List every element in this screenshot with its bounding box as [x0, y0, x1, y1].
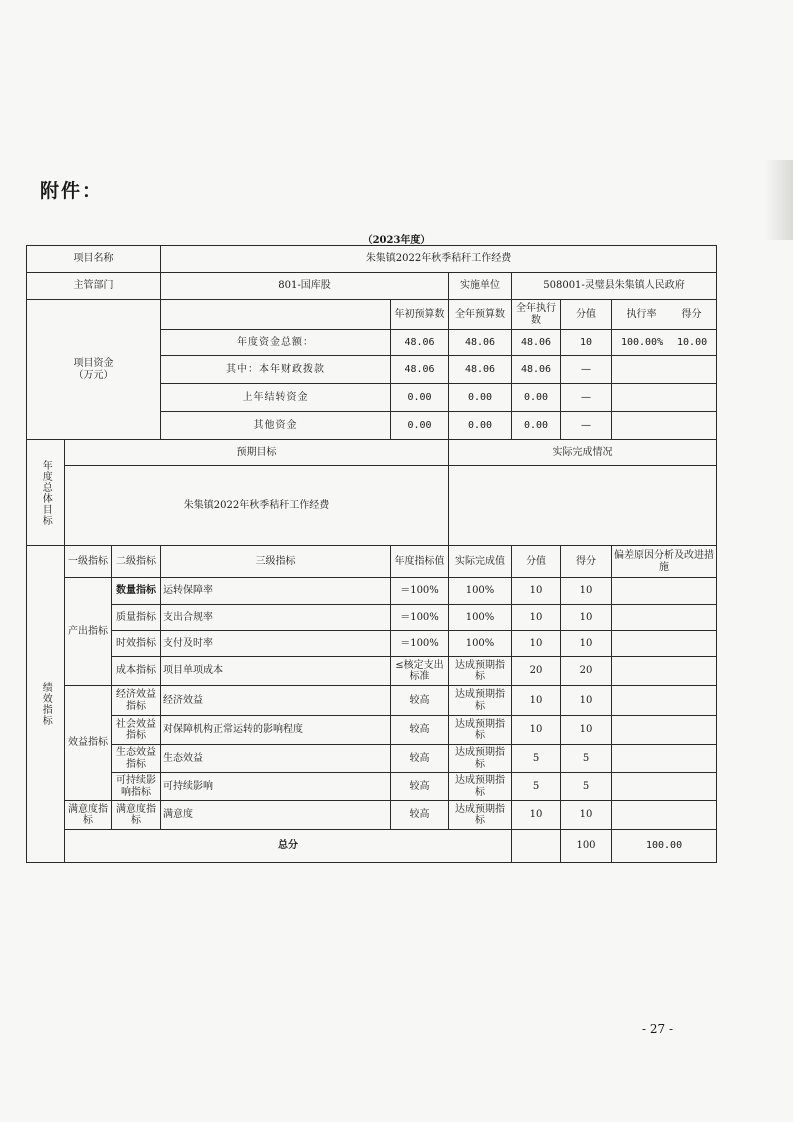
funds-budget: 48.06 [449, 356, 512, 384]
funds-row-label: 年度资金总额： [161, 330, 391, 356]
level3-cell: 支付及时率 [161, 631, 391, 657]
funds-plan: 48.06 [391, 356, 449, 384]
col-header-rate-and-score [612, 300, 717, 330]
target-cell: 较高 [391, 745, 449, 773]
funds-weight: — [561, 412, 612, 440]
funds-weight: 10 [561, 330, 612, 356]
header-level1: 一级指标 [65, 546, 112, 578]
score-cell: 10 [561, 801, 612, 830]
note-cell [612, 716, 717, 745]
target-cell: 较高 [391, 686, 449, 716]
funds-section-text: 项目资金 （万元） [73, 358, 114, 381]
performance-section-text: 绩效指标 [40, 682, 52, 726]
col-header-plan: 年初预算数 [391, 300, 449, 330]
level3-cell: 项目单项成本 [161, 657, 391, 686]
weight-cell: 10 [512, 605, 561, 631]
actual-header: 实际完成情况 [449, 440, 717, 466]
header-target: 年度指标值 [391, 546, 449, 578]
weight-cell: 10 [512, 716, 561, 745]
level3-cell: 经济效益 [161, 686, 391, 716]
actual-cell: 达成预期指标 [449, 686, 512, 716]
dept-label: 主管部门 [27, 273, 161, 300]
level3-cell: 运转保障率 [161, 578, 391, 605]
score-cell: 10 [561, 716, 612, 745]
level2-cell: 数量指标 [112, 578, 161, 605]
funds-budget: 48.06 [449, 330, 512, 356]
funds-blank-header [161, 300, 391, 330]
note-cell [612, 657, 717, 686]
note-cell [612, 631, 717, 657]
total-label: 总分 [65, 830, 512, 863]
funds-rate-score [612, 384, 717, 412]
weight-cell: 5 [512, 773, 561, 801]
expected-text: 朱集镇2022年秋季秸秆工作经费 [65, 466, 449, 546]
actual-cell: 100% [449, 578, 512, 605]
goals-section-text: 年度总体目标 [40, 459, 52, 526]
level2-cell: 可持续影响指标 [112, 773, 161, 801]
level2-cell: 成本指标 [112, 657, 161, 686]
weight-cell: 10 [512, 686, 561, 716]
score-cell: 5 [561, 745, 612, 773]
total-weight: 100 [561, 830, 612, 863]
score-cell: 10 [561, 686, 612, 716]
funds-rate-score [612, 412, 717, 440]
funds-row-label: 上年结转资金 [161, 384, 391, 412]
funds-weight: — [561, 356, 612, 384]
target-cell: ＝100% [391, 631, 449, 657]
target-cell: 较高 [391, 716, 449, 745]
actual-cell: 达成预期指标 [449, 801, 512, 830]
level3-cell: 对保障机构正常运转的影响程度 [161, 716, 391, 745]
level2-cell: 时效指标 [112, 631, 161, 657]
actual-cell: 达成预期指标 [449, 745, 512, 773]
expected-header: 预期目标 [65, 440, 449, 466]
funds-plan: 0.00 [391, 384, 449, 412]
level1-benefit: 效益指标 [65, 686, 112, 801]
note-cell [612, 773, 717, 801]
performance-table [26, 245, 717, 863]
note-cell [612, 605, 717, 631]
weight-cell: 20 [512, 657, 561, 686]
col-header-exec: 全年执行数 [512, 300, 561, 330]
col-header-weight: 分值 [561, 300, 612, 330]
col-header-score: 得分 [681, 308, 702, 320]
level1-satisfaction: 满意度指标 [65, 801, 112, 830]
col-header-rate: 执行率 [626, 308, 657, 320]
header-level2: 二级指标 [112, 546, 161, 578]
year-caption: （2023年度） [362, 235, 431, 246]
level3-cell: 支出合规率 [161, 605, 391, 631]
level2-cell: 经济效益指标 [112, 686, 161, 716]
score-cell: 10 [561, 578, 612, 605]
actual-cell: 100% [449, 631, 512, 657]
funds-exec: 48.06 [512, 356, 561, 384]
funds-rate: 100.00% [620, 336, 664, 348]
funds-budget: 0.00 [449, 412, 512, 440]
level3-cell: 满意度 [161, 801, 391, 830]
weight-cell: 10 [512, 578, 561, 605]
target-cell: ＝100% [391, 605, 449, 631]
attachment-label: 附件： [40, 180, 104, 202]
header-weight: 分值 [512, 546, 561, 578]
level3-cell: 生态效益 [161, 745, 391, 773]
funds-row-label: 其中：本年财政拨款 [161, 356, 391, 384]
project-name-label: 项目名称 [27, 246, 161, 273]
target-cell: ＝100% [391, 578, 449, 605]
actual-cell: 达成预期指标 [449, 773, 512, 801]
header-note: 偏差原因分析及改进措施 [612, 546, 717, 578]
score-cell: 20 [561, 657, 612, 686]
scan-shadow [765, 160, 793, 240]
actual-cell: 100% [449, 605, 512, 631]
funds-exec: 0.00 [512, 384, 561, 412]
funds-exec: 0.00 [512, 412, 561, 440]
note-cell [612, 578, 717, 605]
weight-cell: 10 [512, 801, 561, 830]
weight-cell: 5 [512, 745, 561, 773]
funds-score: 10.00 [677, 336, 708, 348]
total-actual-blank [512, 830, 561, 863]
page-number: - 27 - [641, 1022, 673, 1036]
goals-section-label [27, 440, 65, 546]
funds-section-label [27, 300, 161, 440]
level3-cell: 可持续影响 [161, 773, 391, 801]
funds-rate-score [612, 356, 717, 384]
funds-plan: 48.06 [391, 330, 449, 356]
score-cell: 5 [561, 773, 612, 801]
actual-cell: 达成预期指标 [449, 657, 512, 686]
total-score: 100.00 [612, 830, 717, 863]
target-cell: ≤核定支出标准 [391, 657, 449, 686]
target-cell: 较高 [391, 801, 449, 830]
actual-cell: 达成预期指标 [449, 716, 512, 745]
note-cell [612, 801, 717, 830]
header-actual: 实际完成值 [449, 546, 512, 578]
score-cell: 10 [561, 631, 612, 657]
actual-text [449, 466, 717, 546]
unit-label: 实施单位 [449, 273, 512, 300]
funds-exec: 48.06 [512, 330, 561, 356]
performance-section-label [27, 546, 65, 863]
col-header-budget: 全年预算数 [449, 300, 512, 330]
level2-cell: 质量指标 [112, 605, 161, 631]
funds-row-label: 其他资金 [161, 412, 391, 440]
header-level3: 三级指标 [161, 546, 391, 578]
target-cell: 较高 [391, 773, 449, 801]
funds-budget: 0.00 [449, 384, 512, 412]
score-cell: 10 [561, 605, 612, 631]
level1-output: 产出指标 [65, 578, 112, 686]
level2-cell: 生态效益指标 [112, 745, 161, 773]
header-score: 得分 [561, 546, 612, 578]
level2-cell: 社会效益指标 [112, 716, 161, 745]
funds-plan: 0.00 [391, 412, 449, 440]
unit-value: 508001-灵璧县朱集镇人民政府 [512, 273, 717, 300]
dept-value: 801-国库股 [161, 273, 449, 300]
level2-cell: 满意度指标 [112, 801, 161, 830]
note-cell [612, 745, 717, 773]
project-name-value: 朱集镇2022年秋季秸秆工作经费 [161, 246, 717, 273]
funds-rate-score [612, 330, 717, 356]
funds-weight: — [561, 384, 612, 412]
note-cell [612, 686, 717, 716]
weight-cell: 10 [512, 631, 561, 657]
